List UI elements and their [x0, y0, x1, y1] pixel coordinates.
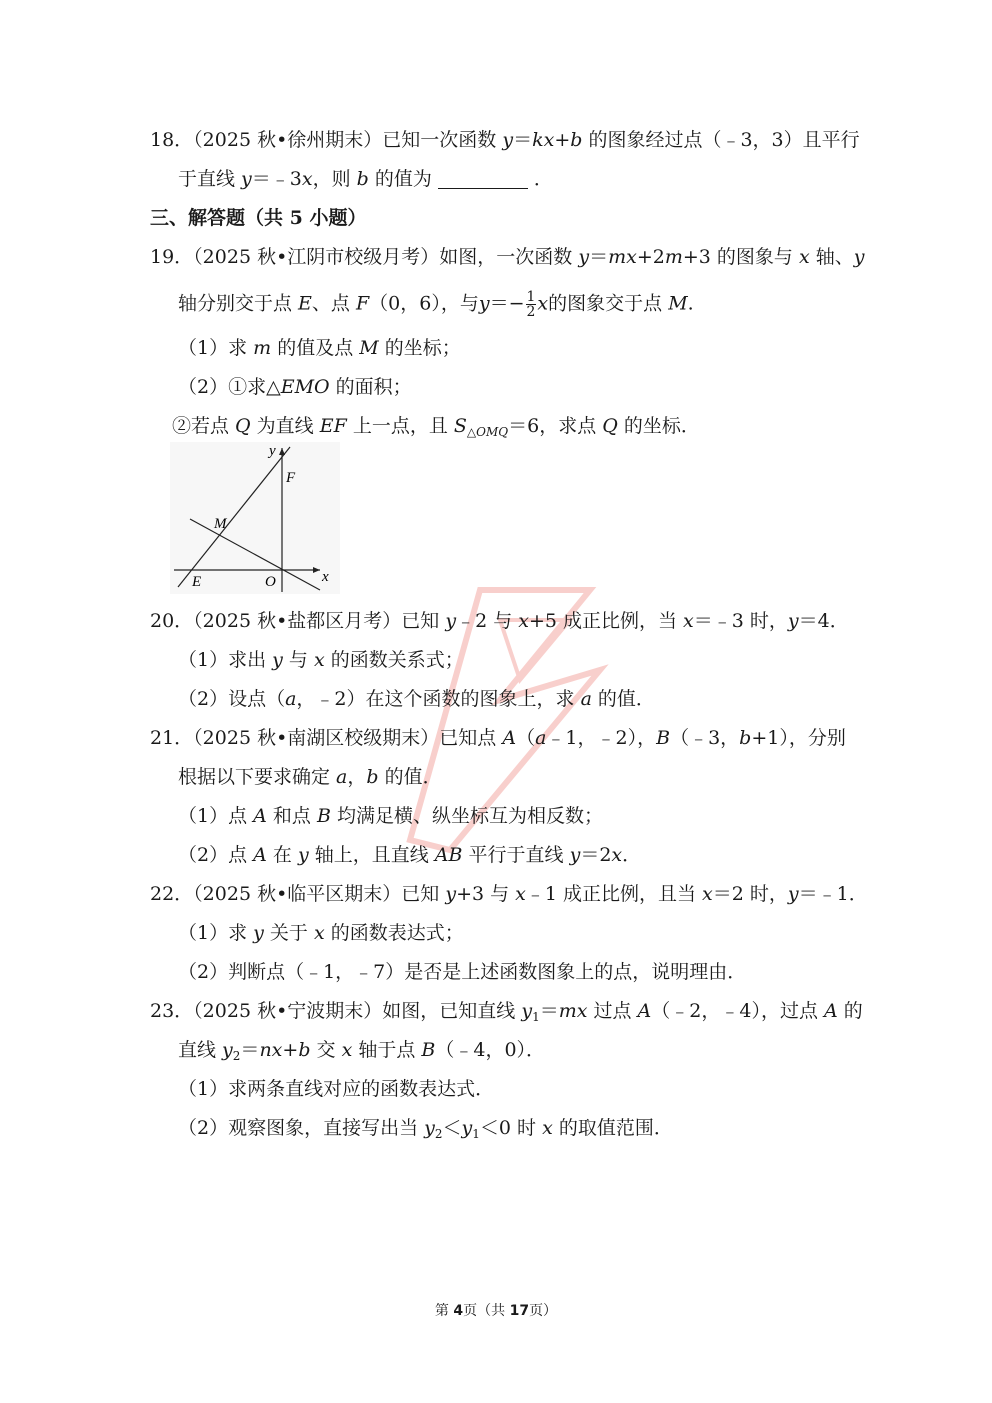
math-var: Q — [602, 415, 618, 437]
math-var: a — [580, 688, 592, 710]
text: （1）点 — [178, 805, 254, 827]
math-var: y — [445, 610, 457, 632]
text: 的图象经过点（﹣3，3）且平行 — [582, 129, 860, 151]
answer-blank — [438, 170, 528, 189]
math-var: y — [478, 292, 490, 315]
q19-line1 — [150, 245, 864, 269]
text: 关于 — [263, 922, 314, 944]
text: 直线 — [178, 1039, 223, 1061]
math-var: x — [313, 922, 325, 944]
q21-line2 — [178, 765, 442, 789]
text: 的值为 — [368, 168, 432, 190]
text: ． — [533, 168, 553, 190]
math-var: A — [253, 805, 267, 827]
text: ，﹣2）在这个函数的图象上，求 — [296, 688, 581, 710]
math-var: M — [668, 292, 688, 315]
text: （1）求出 — [178, 649, 273, 671]
math-var: S — [453, 415, 467, 437]
text: 轴于点 — [352, 1039, 422, 1061]
text: ＝﹣3 时， — [693, 610, 788, 632]
math-var: y — [578, 246, 590, 268]
text: ． — [622, 844, 642, 866]
text: 的函数关系式； — [324, 649, 464, 671]
math-var: y — [424, 1117, 435, 1139]
text: 的图象交于点 — [548, 292, 669, 315]
q22-part1 — [178, 921, 464, 945]
footer-text: 第 — [434, 1303, 454, 1319]
math-var: A — [824, 1000, 838, 1022]
math-var: x — [301, 168, 313, 190]
math-var: y — [253, 922, 264, 944]
text: 19．（2025 秋•江阴市校级月考）如图，一次函数 — [150, 246, 579, 268]
math-var: EF — [319, 415, 347, 437]
text: （2）①求△ — [178, 376, 281, 398]
subscript: 2 — [434, 1127, 443, 1141]
math-var: y — [502, 129, 514, 151]
math-var: x — [611, 844, 623, 866]
math-var: b — [570, 129, 583, 151]
text: 的坐标； — [378, 337, 461, 359]
math-var: Q — [235, 415, 251, 437]
text: 根据以下要求确定 — [178, 766, 337, 788]
text: 交 — [310, 1039, 342, 1061]
point-e-label: E — [192, 574, 202, 590]
math-var: y — [787, 883, 799, 905]
q20-part1 — [178, 648, 464, 672]
q18-line1 — [150, 128, 860, 152]
text: 过点 — [587, 1000, 638, 1022]
text: ＝﹣1． — [798, 883, 868, 905]
text: （﹣4，0）． — [435, 1039, 546, 1061]
page-number: 4 — [453, 1303, 464, 1319]
math-var: y — [521, 1000, 533, 1022]
text: 上一点，且 — [346, 415, 454, 437]
y-axis-label: y — [269, 443, 276, 459]
math-var: m — [664, 246, 683, 268]
text: +5 成正比例，当 — [528, 610, 684, 632]
text: （2）点 — [178, 844, 254, 866]
math-var: M — [359, 337, 379, 359]
text: +2 — [636, 246, 665, 268]
point-f-label: F — [286, 470, 296, 486]
subscript: 2 — [232, 1049, 241, 1063]
q21-line1 — [150, 726, 846, 750]
x-axis-label: x — [322, 569, 329, 585]
math-var: y — [272, 649, 283, 671]
text: ＝ — [513, 129, 533, 151]
text: 的面积； — [329, 376, 412, 398]
q19-line2 — [178, 290, 694, 319]
subscript: 1 — [532, 1010, 540, 1024]
math-var: b — [366, 766, 379, 788]
math-var: B — [316, 805, 331, 827]
total-pages: 17 — [509, 1303, 530, 1319]
math-var: y — [222, 1039, 233, 1061]
text: （1）求 — [178, 337, 254, 359]
text: ＜0 时 — [479, 1117, 543, 1139]
text: 轴分别交于点 — [178, 292, 299, 315]
q20-part2 — [178, 687, 655, 711]
text: 的取值范围． — [552, 1117, 673, 1139]
math-var: y — [241, 168, 252, 190]
text: +1），分别 — [751, 727, 846, 749]
text: 、点 — [311, 292, 356, 315]
text: ，则 — [312, 168, 357, 190]
text: . — [687, 292, 694, 315]
q22-part2: （2）判断点（﹣1，﹣7）是否是上述函数图象上的点，说明理由． — [178, 961, 747, 983]
text: 均满足横、纵坐标互为相反数； — [330, 805, 603, 827]
math-var: b — [298, 1039, 311, 1061]
q23-line1 — [150, 999, 863, 1029]
text: ， — [347, 766, 367, 788]
text: ﹣1，﹣2）， — [546, 727, 657, 749]
point-m-label: M — [214, 516, 227, 532]
q19-part3 — [172, 414, 700, 444]
math-var: y — [297, 844, 309, 866]
math-var: a — [535, 727, 547, 749]
math-var: B — [421, 1039, 436, 1061]
text: （ — [516, 727, 536, 749]
math-var: E — [298, 292, 312, 315]
text: + — [554, 129, 571, 151]
math-var: A — [253, 844, 267, 866]
math-var: nx — [259, 1039, 283, 1061]
text: 的函数表达式； — [324, 922, 464, 944]
text: ＝6，求点 — [508, 415, 603, 437]
text: ﹣1 成正比例，且当 — [525, 883, 703, 905]
q23-line2 — [178, 1038, 545, 1068]
math-var: x — [515, 883, 526, 905]
text: +3 与 — [456, 883, 516, 905]
text: （2）设点（ — [178, 688, 286, 710]
q21-part2 — [178, 843, 641, 867]
text: ②若点 — [172, 415, 236, 437]
text: 与 — [282, 649, 314, 671]
math-var: x — [702, 883, 713, 905]
math-var: A — [637, 1000, 652, 1022]
q23-part2 — [178, 1116, 673, 1146]
text: 的值及点 — [271, 337, 360, 359]
subscript: 1 — [472, 1127, 480, 1141]
math-var: AB — [434, 844, 463, 866]
text: 轴、 — [809, 246, 854, 268]
text: + — [282, 1039, 299, 1061]
math-var: y — [461, 1117, 473, 1139]
q23-part1: （1）求两条直线对应的函数表达式． — [178, 1078, 495, 1100]
text: 20．（2025 秋•盐都区月考）已知 — [150, 610, 446, 632]
q18-line2 — [178, 167, 553, 191]
math-var: B — [656, 727, 671, 749]
fraction-numerator: 1 — [526, 289, 536, 305]
math-var: b — [739, 727, 752, 749]
text: 22．（2025 秋•临平区期末）已知 — [150, 883, 446, 905]
text: ＜ — [442, 1117, 462, 1139]
text: 轴上，且直线 — [308, 844, 435, 866]
math-var: y — [853, 246, 865, 268]
math-var: A — [502, 727, 517, 749]
text: 于直线 — [178, 168, 242, 190]
text: ＝4． — [798, 610, 849, 632]
text: ＝ — [240, 1039, 260, 1061]
math-var: a — [336, 766, 348, 788]
math-var: mx — [608, 246, 637, 268]
text: ＝− — [489, 292, 525, 315]
footer-text: 页） — [529, 1303, 558, 1319]
text: ＝2 时， — [712, 883, 788, 905]
page-footer — [0, 1300, 992, 1320]
text: （1）求 — [178, 922, 254, 944]
section-heading: 三、解答题（共 5 小题） — [150, 207, 367, 229]
math-var: y — [445, 883, 457, 905]
text: 的 — [837, 1000, 863, 1022]
fraction-denominator: 2 — [526, 304, 536, 320]
text: ﹣2 与 — [456, 610, 519, 632]
text: 的坐标． — [617, 415, 700, 437]
q21-part1 — [178, 804, 603, 828]
q22-line1 — [150, 882, 868, 906]
text: （﹣2，﹣4），过点 — [651, 1000, 824, 1022]
math-var: x — [518, 610, 529, 632]
text: 和点 — [266, 805, 317, 827]
text: ＝ — [539, 1000, 559, 1022]
math-var: m — [253, 337, 272, 359]
q19-part2 — [178, 375, 412, 399]
text: （2）观察图象，直接写出当 — [178, 1117, 425, 1139]
text: （0，6），与 — [369, 292, 479, 315]
math-var: x — [683, 610, 694, 632]
text: （﹣3， — [670, 727, 740, 749]
text: 的值． — [378, 766, 442, 788]
q20-line1 — [150, 609, 849, 633]
math-var: x — [313, 649, 325, 671]
math-var: mx — [558, 1000, 588, 1022]
footer-text: 页（共 — [463, 1303, 510, 1319]
text: ＝2 — [580, 844, 612, 866]
text: 21．（2025 秋•南湖区校级期末）已知点 — [150, 727, 503, 749]
math-var: b — [356, 168, 369, 190]
text: 为直线 — [250, 415, 320, 437]
text: ＝﹣3 — [251, 168, 302, 190]
math-var: x — [798, 246, 810, 268]
math-var: EMO — [280, 376, 330, 398]
text: 18．（2025 秋•徐州期末）已知一次函数 — [150, 129, 503, 151]
math-var: F — [355, 292, 370, 315]
text: 23．（2025 秋•宁波期末）如图，已知直线 — [150, 1000, 522, 1022]
text: +3 的图象与 — [682, 246, 799, 268]
math-var: kx — [532, 129, 555, 151]
origin-label: O — [265, 574, 276, 590]
text: 的值． — [591, 688, 655, 710]
math-var: x — [542, 1117, 553, 1139]
fraction — [526, 290, 537, 319]
subscript: △OMQ — [466, 425, 509, 439]
math-var: x — [537, 292, 549, 315]
math-var: y — [569, 844, 581, 866]
math-var: y — [787, 610, 799, 632]
text: ＝ — [589, 246, 609, 268]
q19-figure — [170, 442, 340, 594]
text: 在 — [266, 844, 298, 866]
text: 平行于直线 — [462, 844, 570, 866]
q19-part1 — [178, 336, 461, 360]
math-var: x — [341, 1039, 353, 1061]
math-var: a — [285, 688, 297, 710]
